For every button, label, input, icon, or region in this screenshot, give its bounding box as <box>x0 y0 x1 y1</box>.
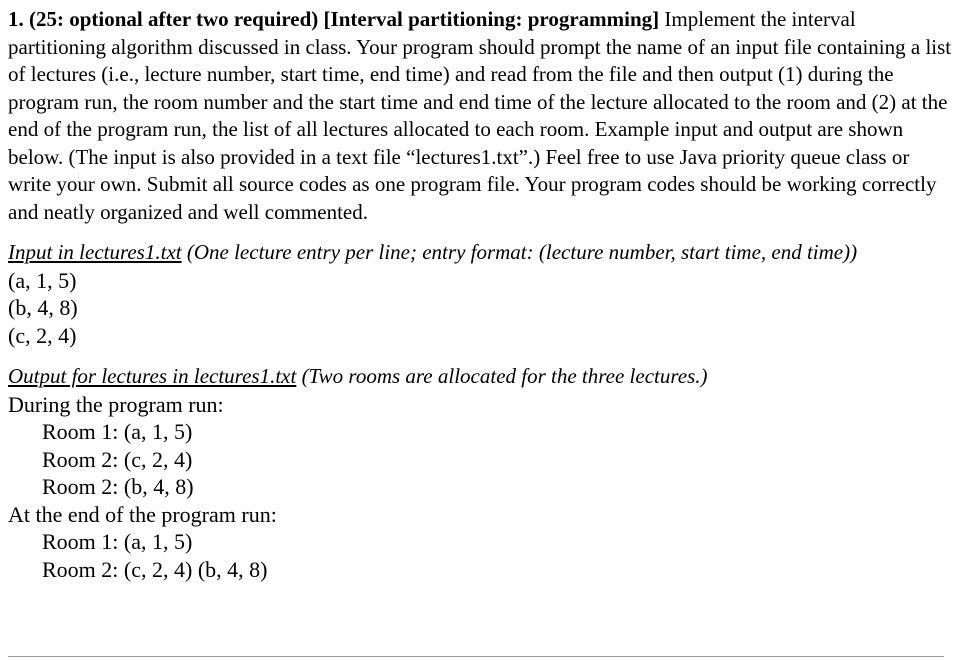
during-run-label: During the program run: <box>8 391 224 417</box>
during-run-line: Room 2: (c, 2, 4) <box>42 446 193 472</box>
input-heading-note: (One lecture entry per line; entry format: (lecture number, start time, end time)) <box>186 240 858 264</box>
input-heading <box>8 239 952 267</box>
input-line: (c, 2, 4) <box>8 322 77 348</box>
output-heading-title: Output for lectures in lectures1.txt <box>8 364 297 388</box>
during-run-line: Room 2: (b, 4, 8) <box>42 474 194 499</box>
input-line: (a, 1, 5) <box>8 267 77 293</box>
problem-header: 1. (25: optional after two required) [Interval partitioning: programming] <box>8 7 660 31</box>
end-of-run-line: Room 1: (a, 1, 5) <box>42 529 193 554</box>
during-run-line: Room 1: (a, 1, 5) <box>42 419 193 444</box>
input-lines <box>8 267 952 350</box>
input-heading-title: Input in lectures1.txt <box>8 240 182 264</box>
problem-description: Implement the interval partitioning algorithm discussed in class. Your program should prompt the name of an input file containing a list of lectures (i.e., lecture number, start time, end time) and read from the file and then output (1) during the program run, the room number and the start time and end time of the lecture allocated to the room and (2) at the end of the program run, the list of all lectures allocated to each room. Example input and output are shown below. (The input is also provided in a text file “lectures1.txt”.) Feel free to use Java priority queue class or write your own. Submit all source codes as one program file. Your program codes should be working correctly and neatly organized and well commented. <box>8 7 952 224</box>
input-line: (b, 4, 8) <box>8 295 78 320</box>
output-heading <box>8 363 952 391</box>
problem-document <box>8 6 952 583</box>
end-of-run-line: Room 2: (c, 2, 4) (b, 4, 8) <box>42 556 268 582</box>
problem-statement <box>8 6 952 226</box>
end-of-run-label: At the end of the program run: <box>8 501 277 527</box>
output-heading-note: (Two rooms are allocated for the three lectures.) <box>301 364 708 388</box>
output-lines <box>8 391 952 584</box>
bottom-divider <box>8 656 944 657</box>
